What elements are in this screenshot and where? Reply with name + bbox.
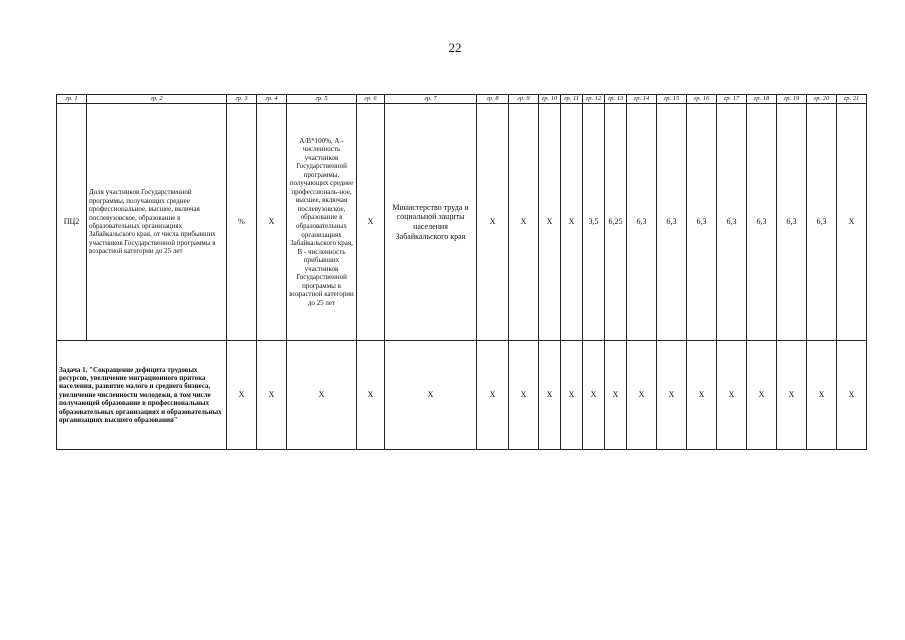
table-cell: X [509,104,539,341]
table-cell: X [257,104,287,341]
header-cell: гр. 3 [227,95,257,104]
table-cell: X [657,341,687,450]
value-cell: 6,3 [627,104,657,341]
value-cell: 6,3 [657,104,687,341]
header-cell: гр. 6 [357,95,385,104]
header-cell: гр. 17 [717,95,747,104]
table-cell: X [561,104,583,341]
page-number: 22 [448,40,462,55]
table-cell: X [717,341,747,450]
value-cell: 6,3 [717,104,747,341]
table-row [57,341,867,450]
header-cell: гр. 18 [747,95,777,104]
table-cell: X [627,341,657,450]
value-cell: 6,3 [687,104,717,341]
header-cell: гр. 10 [539,95,561,104]
value-cell: 6,3 [747,104,777,341]
header-cell: гр. 8 [477,95,509,104]
header-cell: гр. 2 [87,95,227,104]
table-cell: X [583,341,605,450]
table-cell: X [837,104,867,341]
header-cell: гр. 16 [687,95,717,104]
table-cell: X [605,341,627,450]
header-cell: гр. 7 [385,95,477,104]
table-cell: X [385,341,477,450]
table-row [57,104,867,341]
table-cell: X [561,341,583,450]
table-cell: X [539,104,561,341]
task-description: Задача 1. "Сокращение дефицита трудовых ресурсов, увеличение миграционного притока населения, развитие малого и среднего бизнеса, увеличение численности молодежи, в том числе получающей образование в профессиональных образовательных организациях и образовательных организациях высшего образования" [57,341,227,450]
formula-cell: А/В*100%, А - численность участников Государственной программы, получающих среднее профессиональ-ное, высшее, включая послевузовское, образование в образовательных организациях Забайкальского края, В - численность прибывших участников Государственной программы в возрастной категории до 25 лет [287,104,357,341]
indicators-table [56,94,867,450]
value-cell: 3,5 [583,104,605,341]
table-cell: X [777,341,807,450]
value-cell: 6,25 [605,104,627,341]
header-cell: гр. 14 [627,95,657,104]
header-cell: гр. 13 [605,95,627,104]
table-cell: X [539,341,561,450]
table-cell: X [357,341,385,450]
header-row [57,95,867,104]
table-cell: X [227,341,257,450]
table-cell: X [257,341,287,450]
header-cell: гр. 4 [257,95,287,104]
header-cell: гр. 20 [807,95,837,104]
table-cell: X [477,104,509,341]
table-cell: X [287,341,357,450]
header-cell: гр. 9 [509,95,539,104]
indicator-name: Доля участников Государственной программы, получающих среднее профессиональное, высшее, включая послевузовское, образование в образовательных организациях Забайкальского края, от числа прибывших участников Государственной программы в возрастной категории до 25 лет [87,104,227,341]
table-cell: X [807,341,837,450]
indicator-code: ПЦ2 [57,104,87,341]
header-cell: гр. 1 [57,95,87,104]
header-cell: гр. 12 [583,95,605,104]
unit-cell: % [227,104,257,341]
responsible-cell: Министерство труда и социальной защиты населения Забайкальского края [385,104,477,341]
header-cell: гр. 5 [287,95,357,104]
table-cell: X [687,341,717,450]
header-cell: гр. 11 [561,95,583,104]
table-cell: X [357,104,385,341]
table-cell: X [837,341,867,450]
table-cell: X [747,341,777,450]
header-cell: гр. 19 [777,95,807,104]
table-cell: X [509,341,539,450]
header-cell: гр. 15 [657,95,687,104]
value-cell: 6,3 [777,104,807,341]
value-cell: 6,3 [807,104,837,341]
header-cell: гр. 21 [837,95,867,104]
table-cell: X [477,341,509,450]
